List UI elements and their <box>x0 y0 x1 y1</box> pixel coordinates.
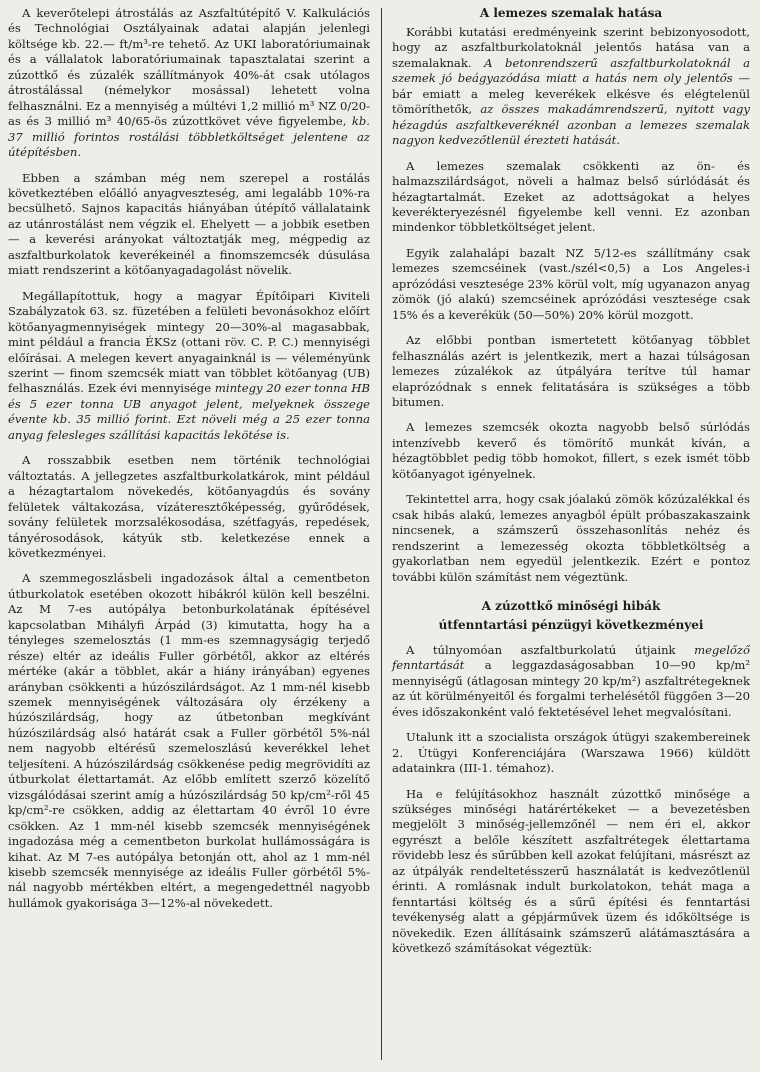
column-divider <box>381 8 382 1060</box>
right-column <box>392 6 750 967</box>
paragraph <box>8 6 370 161</box>
paragraph-text: Utalunk itt a szocialista országok útügyi szakembereinek 2. Útügyi Konferenciájára (Warszawa 1966) küldött adatainkra (III-1. témahoz). <box>392 730 750 776</box>
paragraph <box>392 246 750 323</box>
paragraph <box>392 787 750 957</box>
paragraph-text: Az előbbi pontban ismertetett kötőanyag többlet felhasználás azért is jelentkezik, mert a hazai túlságosan lemezes zúzalékok az útpályára terítve túl hamar elaprózódnak s ennek felitatására is szükséges a több bitumen. <box>392 333 750 409</box>
italic-text: az összes makadámrendszerű, nyitott vagy hézagdús aszfaltkeveréknél azonban a lemezes szemalak nagyon kedvezőtlenül érezteti hatását. <box>392 102 750 148</box>
paragraph <box>392 730 750 776</box>
paragraph-text: A szemmegoszlásbeli ingadozások által a cementbeton útburkolatok esetében okozott hibákról külön kell beszélni. Az M 7-es autópálya betonburkolatának építésével kapcsolatban Mihályfi Árpád (3) kimutatta, hogy ha a tényleges szemelosztás (1 mm-es szemnagyságig terjedő része) eltér az ideális Fuller görbétől, akkor az eltérés mértéke (akár a többlet, akár a hiány irányában) egyenes arányban csökkenti a húzószilárdságot. Az 1 mm-nél kisebb szemek mennyiségének változására oly érzékeny a húzószilárdság, hogy az útbetonban megkívánt húzószilárdság alsó határát csak a Fuller görbétől 5%-nál nem nagyobb eltérésű szemeloszlású keverékkel lehet teljesíteni. A húzószilárdság csökkenése pedig megrövidíti az útburkolat élettartamát. Az előbb említett szerző közelítő vizsgálódásai szerint amíg a húzószilárdság 50 kp/cm²-ről 45 kp/cm²-re csökken, addig az élettartam 40 évről 10 évre csökken. Az 1 mm-nél kisebb szemcsék mennyiségének ingadozása még a cementbeton burkolat hullámosságára is kihat. Az M 7-es autópálya betonján ott, ahol az 1 mm-nél kisebb szemcsék mennyisége az ideális Fuller görbétől 5%-nál nagyobb mértékben eltért, a megengedettnél nagyobb hullámok gyakorisága 3—12%-al növekedett. <box>8 571 370 910</box>
paragraph-text: Ebben a számban még nem szerepel a rostálás következtében előálló anyagveszteség, ami legalább 10%-ra becsülhető. Sajnos kapacitás hiányában útépítő vállalataink az utánrostálást nem végzik el. Ehelyett — a jobbik esetben — a keverési arányokat változtatják meg, mégpedig az aszfaltburkolatok keverékeinél a finomszemcsék dúsulása miatt rendszerint a kötőanyagadagolást növelik. <box>8 170 370 278</box>
paragraph-text: A túlnyomóan aszfaltburkolatú útjaink <box>406 642 695 657</box>
paragraph-text: Tekintettel arra, hogy csak jóalakú zömök kőzúzalékkal és csak hibás alakú, lemezes anyagból épült próbaszakaszaink nincsenek, a számszerű összehasonlítás nehéz és rendszerint a lemezesség okozta többletköltség a gyakorlatban nem egyedül jelentkezik. Ezért e pontoz további külön számítást nem végeztünk. <box>392 492 750 584</box>
paragraph-text: A lemezes szemcsék okozta nagyobb belső súrlódás intenzívebb keverő és tömörítő munkát kíván, a hézagtöbblet pedig több homokot, fillert, s ezek ismét több kötőanyagot igényelnek. <box>392 420 750 481</box>
paragraph <box>392 159 750 236</box>
paragraph-text: Korábbi kutatási eredményeink szerint bebizonyosodott, hogy az aszfaltburkolatoknál jelentős hatása van a szemalaknak. <box>392 25 750 70</box>
paragraph <box>8 171 370 279</box>
paragraph <box>392 333 750 410</box>
italic-text: megelőző fenntartását <box>392 642 750 673</box>
section-heading-zuzottko-line2: útfenntartási pénzügyi következményei <box>438 617 704 632</box>
paragraph <box>392 492 750 585</box>
paragraph-text: A lemezes szemalak csökkenti az ön- és halmazszilárdságot, növeli a halmaz belső súrlódását és hézagtartalmát. Ezeket az adottságokat a helyes keverékteryezésnél figyelembe kell venni. Ez azonban mindenkor többletköltséget jelent. <box>392 158 750 235</box>
paragraph <box>8 289 370 444</box>
section-zuzottko-body <box>392 643 750 957</box>
left-column <box>8 6 370 921</box>
italic-text: mintegy 20 ezer tonna HB és 5 ezer tonna UB anyagot jelent, melyeknek összege évente kb. 35 millió forint. Ezt növeli még a 25 ezer tonna anyag felesleges szállítási kapacitás lekötése is. <box>8 381 370 442</box>
section-heading-lemezes: A lemezes szemalak hatása <box>479 6 663 20</box>
paragraph <box>392 420 750 482</box>
paragraph-text: a leggazdaságosabban 10—90 kp/m² mennyiségű (átlagosan mintegy 20 kp/m²) aszfaltrétegeknek az út körülményeitől és forgalmi terhelésétől függően 3—20 éves időszakonként való fektetésével lehet megvalósítani. <box>392 658 750 719</box>
paragraph <box>8 571 370 911</box>
italic-text: kb. 37 millió forintos rostálási többletköltséget jelentene az útépítésben. <box>8 114 370 160</box>
paragraph <box>392 25 750 149</box>
paragraph-text: A keverőtelepi átrostálás az Aszfaltútépítő V. Kalkulációs és Technológiai Osztályainak adatai alapján jelenlegi költsége kb. 22.— ft/m³-re tehető. Az UKI laboratóriumainak és a vállalatok laboratóriumainak tapasztalatai szerint a zúzottkő és zúzalék szállítmányok 40%-át csak utólagos átrostálással (némelykor mosással) lehetett volna felhasználni. Ez a mennyiség a múltévi 1,2 millió m³ NZ 0/20-as és 3 millió m³ 40/65-ös zúzottkövet véve figyelembe, <box>8 6 370 129</box>
paragraph-text: Ha e felújításokhoz használt zúzottkő minősége a szükséges minőségi határértékeket — a bevezetésben megjelölt 3 minőség-jellemzőnél — nem éri el, akkor egyrészt a belőle készített aszfaltrétegek élettartama rövidebb lesz és sűrűbben kell azokat felújítani, másrészt az az útpályák rendeltetésszerű használatát is kedvezőtlenül érinti. A romlásnak indult burkolatokon, tehát maga a fenntartási költség és a sűrű építési és fenntartási tevékenység alatt a gépjárművek üzem és időköltsége is növekedik. Ezen állításaink számszerű alátámasztására a következő számításokat végeztük: <box>392 786 750 956</box>
section-heading-zuzottko-line1: A zúzottkő minőségi hibák <box>481 598 661 613</box>
paragraph-text: A rosszabbik esetben nem történik technológiai változtatás. A jellegzetes aszfaltburkolatkárok, mint például a hézagtartalom növekedés, kötőanyagdús és sovány felületek váltakozása, vízáteresztőképesség, gyűrődések, sovány felületek morzsalékosodása, szétfagyás, repedések, tányérosodások, kátyúk stb. keletkezése ennek a következményei. <box>8 453 370 560</box>
paragraph-text: Egyik zalahalápi bazalt NZ 5/12-es szállítmány csak lemezes szemcséinek (vast./szél<0,5) a Los Angeles-i aprózódási vesztesége 23% körül volt, míg ugyanazon anyag zömök (jó alakú) szemcséinek aprózódási vesztesége csak 15% és a keverékük (50—50%) 20% körül mozgott. <box>392 245 750 322</box>
paragraph <box>8 453 370 561</box>
section-lemezes-body <box>392 25 750 585</box>
paragraph-text: — bár emiatt a meleg keverékek elkésve és elégtelenül tömöríthetők, <box>392 71 750 117</box>
paragraph-text: Megállapítottuk, hogy a magyar Építőipari Kiviteli Szabályzatok 63. sz. füzetében a felületi bevonásokhoz előírt kötőanyagmennyiségek mintegy 20—30%-al magasabbak, mint például a francia ÉKSz (ottani röv. C. P. C.) mennyiségi előírásai. A melegen kevert anyagainknál is — véleményünk szerint — finom szemcsék miatt van többlet kötőanyag (UB) felhasználás. Ezek évi mennyisége <box>8 288 370 396</box>
paragraph <box>392 643 750 720</box>
italic-text: A betonrendszerű aszfaltburkolatoknál a szemek jó beágyazódása miatt a hatás nem oly jelentős <box>392 55 750 86</box>
